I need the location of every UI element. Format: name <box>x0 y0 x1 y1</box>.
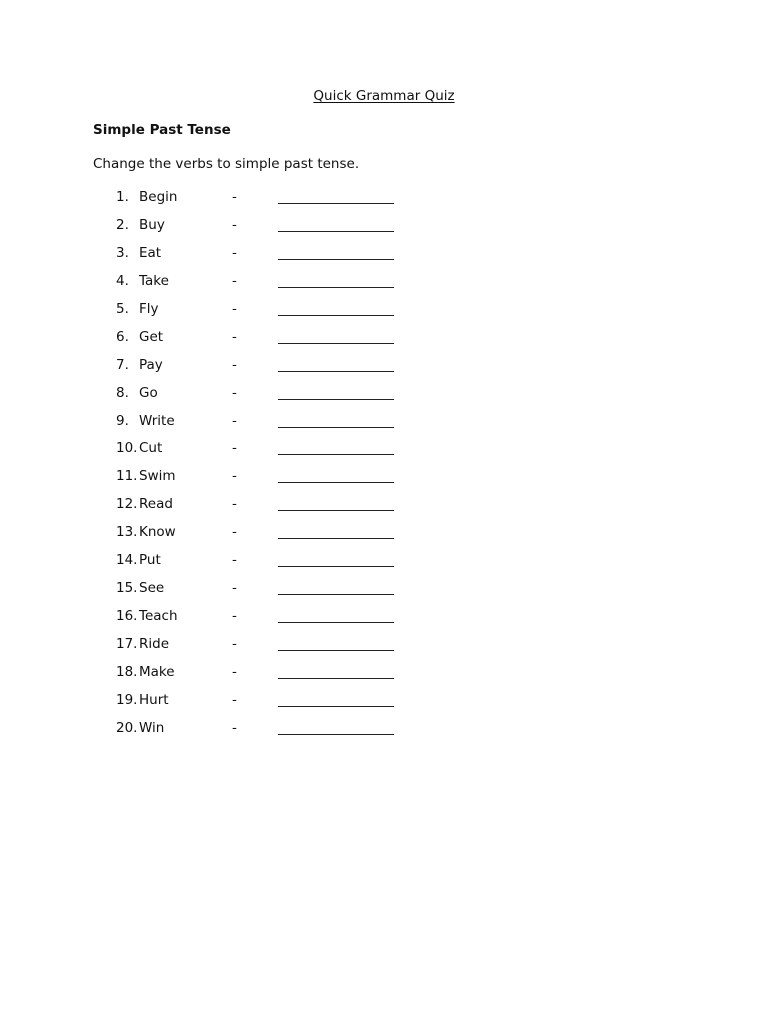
item-number: 5. <box>116 300 129 317</box>
item-verb: Begin <box>139 189 178 205</box>
list-item <box>0 440 768 468</box>
list-item <box>0 580 768 608</box>
item-verb: Put <box>139 552 161 569</box>
item-number: 9. <box>116 412 129 429</box>
item-dash: - <box>232 189 237 205</box>
answer-blank[interactable] <box>278 678 394 679</box>
item-dash: - <box>232 636 237 652</box>
item-dash: - <box>232 216 237 233</box>
item-verb: Buy <box>139 216 165 233</box>
list-item <box>0 608 768 636</box>
answer-blank[interactable] <box>278 371 394 372</box>
item-number: 8. <box>116 384 129 401</box>
item-verb: Fly <box>139 300 159 317</box>
answer-blank[interactable] <box>278 231 394 232</box>
list-item <box>0 217 768 245</box>
item-number: 11. <box>116 468 138 485</box>
item-number: 16. <box>116 608 138 625</box>
list-item <box>0 413 768 441</box>
item-verb: Write <box>139 412 175 429</box>
item-number: 13. <box>116 524 138 541</box>
item-verb: Read <box>139 496 173 513</box>
answer-blank[interactable] <box>278 399 394 400</box>
item-dash: - <box>232 580 237 597</box>
item-number: 6. <box>116 328 129 345</box>
item-dash: - <box>232 496 237 513</box>
instruction-text: Change the verbs to simple past tense. <box>93 156 360 172</box>
answer-blank[interactable] <box>278 622 394 623</box>
item-verb: Hurt <box>139 691 169 708</box>
item-verb: Ride <box>139 636 170 652</box>
item-number: 1. <box>116 189 129 205</box>
item-verb: Pay <box>139 356 163 373</box>
item-verb: See <box>139 580 165 597</box>
answer-blank[interactable] <box>278 734 394 735</box>
answer-blank[interactable] <box>278 706 394 707</box>
item-verb: Teach <box>139 608 178 625</box>
item-verb: Win <box>139 719 165 736</box>
item-number: 7. <box>116 356 129 373</box>
item-dash: - <box>232 244 237 261</box>
list-item <box>0 496 768 524</box>
item-number: 19. <box>116 691 138 708</box>
item-number: 14. <box>116 552 138 569</box>
list-item <box>0 720 768 748</box>
list-item <box>0 245 768 273</box>
section-subtitle: Simple Past Tense <box>93 122 231 138</box>
item-dash: - <box>232 468 237 485</box>
answer-blank[interactable] <box>278 594 394 595</box>
item-dash: - <box>232 300 237 317</box>
answer-blank[interactable] <box>278 343 394 344</box>
item-dash: - <box>232 691 237 708</box>
list-item <box>0 664 768 692</box>
answer-blank[interactable] <box>278 315 394 316</box>
item-verb: Make <box>139 663 175 680</box>
list-item <box>0 385 768 413</box>
list-item <box>0 329 768 357</box>
answer-blank[interactable] <box>278 482 394 483</box>
item-number: 3. <box>116 244 129 261</box>
item-dash: - <box>232 719 237 736</box>
item-number: 2. <box>116 216 129 233</box>
list-item <box>0 636 768 664</box>
answer-blank[interactable] <box>278 287 394 288</box>
list-item <box>0 357 768 385</box>
item-dash: - <box>232 663 237 680</box>
list-item <box>0 273 768 301</box>
list-item <box>0 692 768 720</box>
answer-blank[interactable] <box>278 259 394 260</box>
list-item <box>0 524 768 552</box>
answer-blank[interactable] <box>278 566 394 567</box>
list-item <box>0 552 768 580</box>
answer-blank[interactable] <box>278 427 394 428</box>
item-number: 12. <box>116 496 138 513</box>
answer-blank[interactable] <box>278 650 394 651</box>
item-number: 15. <box>116 580 138 597</box>
answer-blank[interactable] <box>278 538 394 539</box>
item-verb: Cut <box>139 440 163 457</box>
item-dash: - <box>232 412 237 429</box>
page-title: Quick Grammar Quiz <box>313 88 455 104</box>
item-number: 18. <box>116 663 138 680</box>
item-dash: - <box>232 272 237 289</box>
item-dash: - <box>232 608 237 625</box>
item-dash: - <box>232 440 237 457</box>
item-verb: Get <box>139 328 164 345</box>
item-number: 20. <box>116 719 138 736</box>
answer-blank[interactable] <box>278 454 394 455</box>
verb-list <box>0 189 768 748</box>
list-item <box>0 468 768 496</box>
item-number: 17. <box>116 636 138 652</box>
item-dash: - <box>232 524 237 541</box>
item-verb: Go <box>139 384 158 401</box>
item-number: 4. <box>116 272 129 289</box>
list-item <box>0 189 768 217</box>
item-number: 10. <box>116 440 138 457</box>
item-verb: Take <box>139 272 169 289</box>
item-dash: - <box>232 328 237 345</box>
answer-blank[interactable] <box>278 203 394 204</box>
item-verb: Swim <box>139 468 176 485</box>
answer-blank[interactable] <box>278 510 394 511</box>
item-verb: Eat <box>139 244 162 261</box>
item-dash: - <box>232 356 237 373</box>
item-verb: Know <box>139 524 176 541</box>
list-item <box>0 301 768 329</box>
item-dash: - <box>232 552 237 569</box>
item-dash: - <box>232 384 237 401</box>
